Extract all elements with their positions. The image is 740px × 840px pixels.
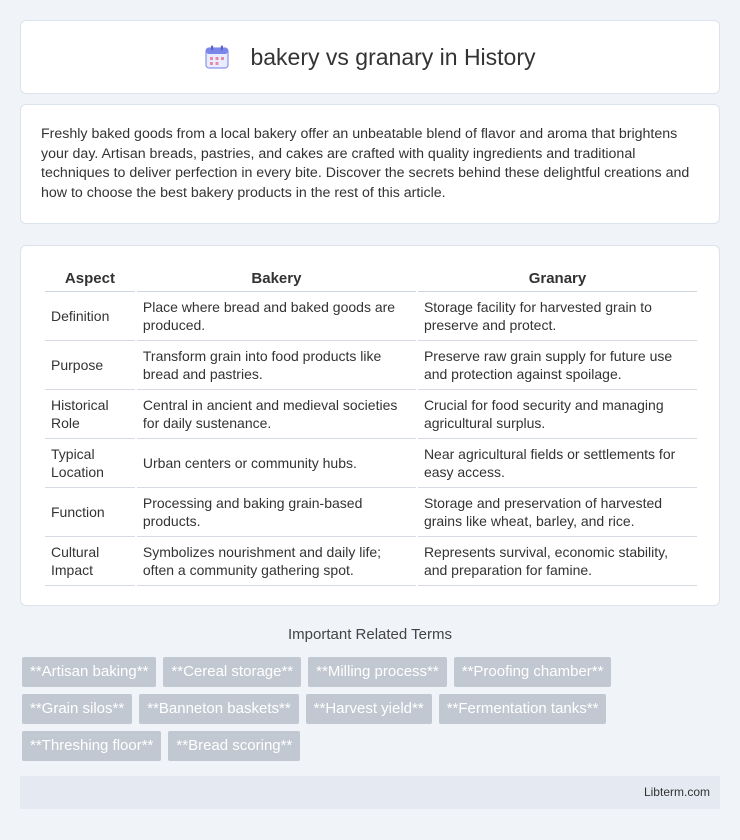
row-aspect: Function: [45, 488, 135, 537]
row-aspect: Typical Location: [45, 439, 135, 488]
row-aspect: Historical Role: [45, 390, 135, 439]
related-terms-title: Important Related Terms: [288, 626, 452, 643]
term-tag[interactable]: **Artisan baking**: [22, 657, 156, 687]
row-aspect: Cultural Impact: [45, 537, 135, 586]
table-row: [45, 537, 697, 586]
term-tag[interactable]: **Grain silos**: [22, 694, 132, 724]
term-tag[interactable]: **Banneton baskets**: [139, 694, 298, 724]
page-title: bakery vs granary in History: [250, 43, 536, 70]
header-granary: Granary: [418, 266, 697, 292]
term-tag[interactable]: **Cereal storage**: [163, 657, 301, 687]
header-card: [20, 20, 720, 94]
comparison-card: [20, 245, 720, 606]
term-tag[interactable]: **Threshing floor**: [22, 731, 161, 761]
row-bakery: Transform grain into food products like bread and pastries.: [137, 341, 416, 390]
table-row: [45, 390, 697, 439]
table-row: [45, 488, 697, 537]
footer: [20, 776, 720, 809]
intro-card: [20, 104, 720, 224]
row-bakery: Central in ancient and medieval societies for daily sustenance.: [137, 390, 416, 439]
table-row: [45, 341, 697, 390]
row-aspect: Definition: [45, 292, 135, 341]
related-terms-list: [22, 657, 722, 761]
term-tag[interactable]: **Harvest yield**: [306, 694, 432, 724]
footer-site-link[interactable]: Libterm.com: [643, 785, 710, 799]
row-granary: Storage facility for harvested grain to preserve and protect.: [418, 292, 697, 341]
table-row: [45, 439, 697, 488]
row-granary: Preserve raw grain supply for future use and protection against spoilage.: [418, 341, 697, 390]
header-aspect: Aspect: [45, 266, 135, 292]
header-bakery: Bakery: [137, 266, 416, 292]
row-bakery: Urban centers or community hubs.: [137, 439, 416, 488]
term-tag[interactable]: **Milling process**: [308, 657, 447, 687]
row-granary: Near agricultural fields or settlements for easy access.: [418, 439, 697, 488]
comparison-table: [43, 266, 699, 586]
term-tag[interactable]: **Fermentation tanks**: [439, 694, 607, 724]
row-granary: Storage and preservation of harvested grains like wheat, barley, and rice.: [418, 488, 697, 537]
row-bakery: Processing and baking grain-based products.: [137, 488, 416, 537]
table-header-row: [45, 266, 697, 292]
table-row: [45, 292, 697, 341]
row-granary: Represents survival, economic stability, and preparation for famine.: [418, 537, 697, 586]
calendar-icon: [204, 44, 230, 70]
row-granary: Crucial for food security and managing agricultural surplus.: [418, 390, 697, 439]
row-bakery: Place where bread and baked goods are produced.: [137, 292, 416, 341]
term-tag[interactable]: **Bread scoring**: [168, 731, 300, 761]
intro-text: Freshly baked goods from a local bakery offer an unbeatable blend of flavor and aroma that brightens your day. Artisan breads, pastries, and cakes are crafted with quality ingredients and traditional techniques to deliver perfection in every bite. Discover the secrets behind these delightful creations and how to choose the best bakery products in the rest of this article.: [41, 126, 690, 201]
row-aspect: Purpose: [45, 341, 135, 390]
row-bakery: Symbolizes nourishment and daily life; often a community gathering spot.: [137, 537, 416, 586]
term-tag[interactable]: **Proofing chamber**: [454, 657, 612, 687]
